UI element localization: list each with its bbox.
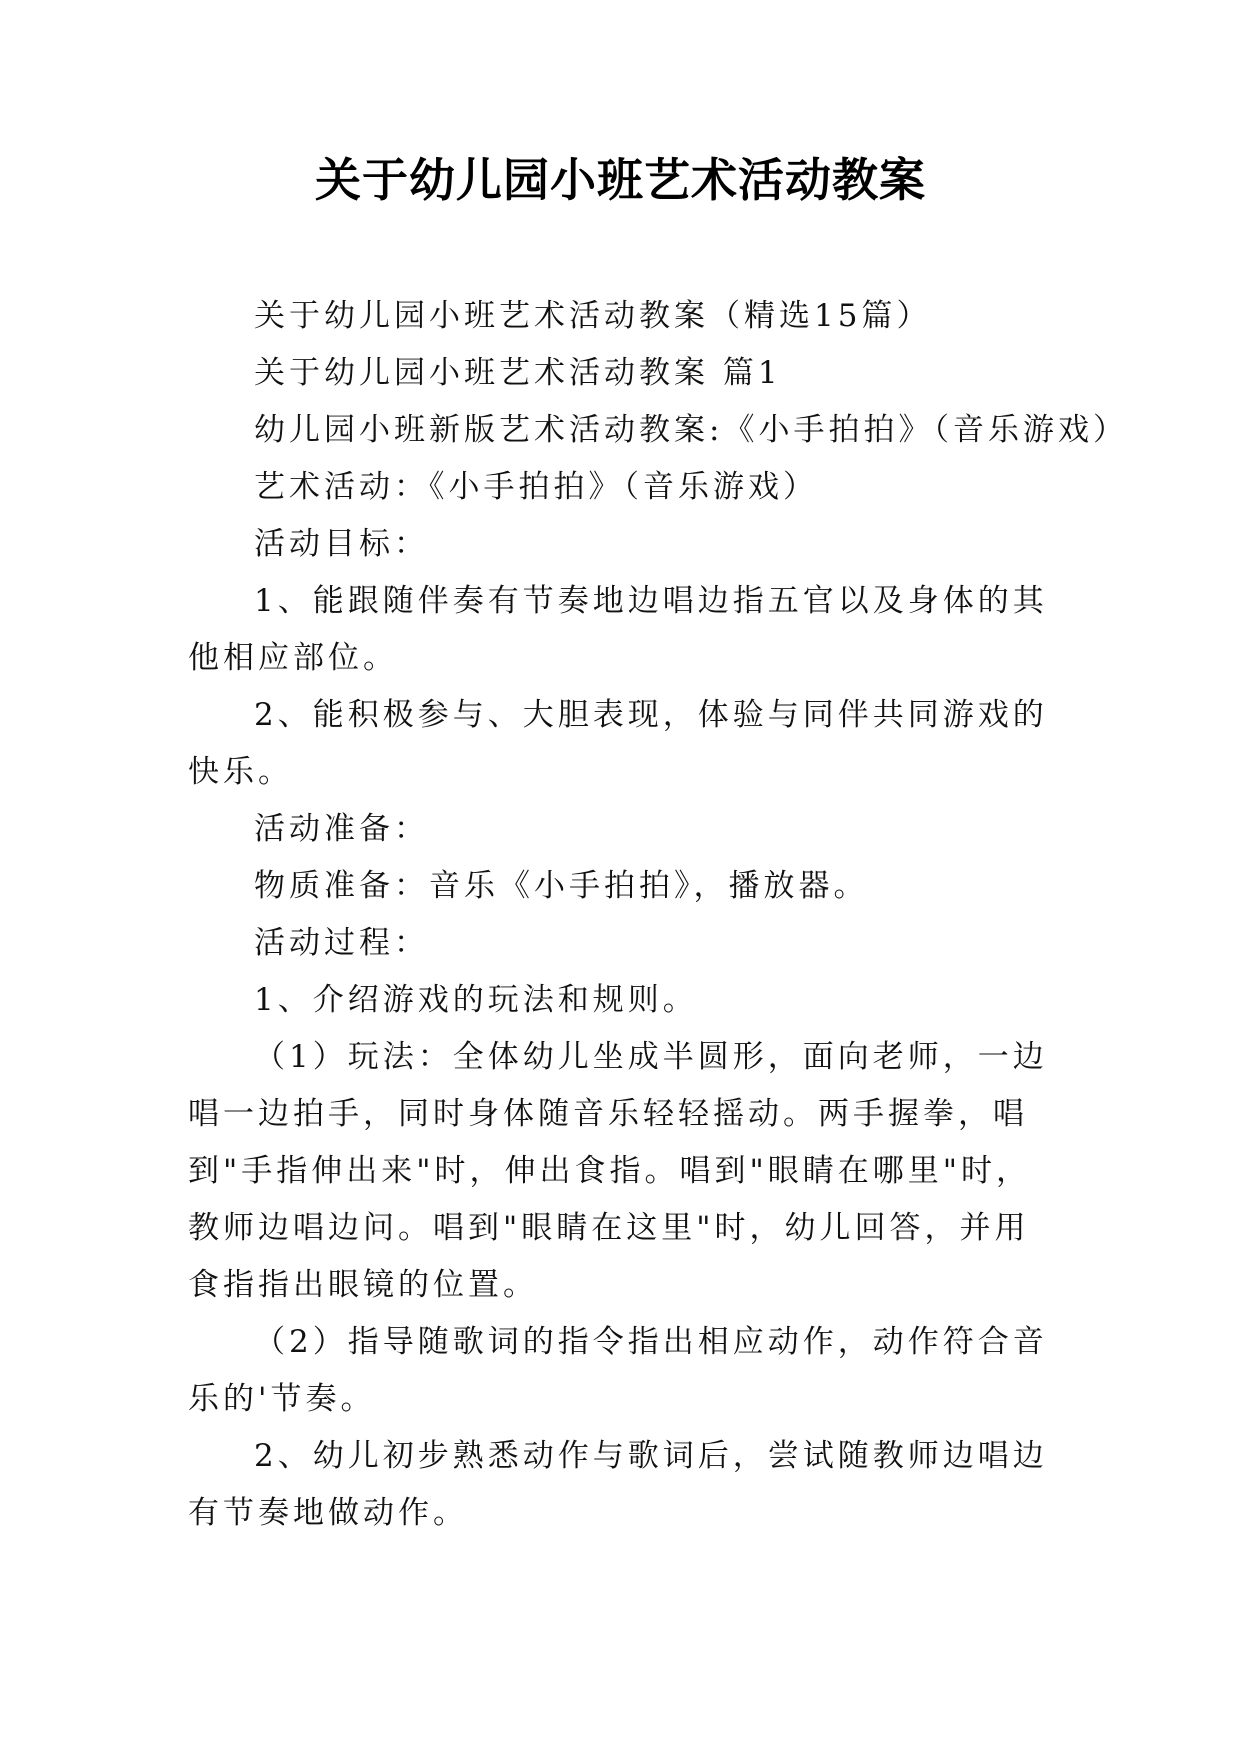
document-body <box>188 288 1128 1542</box>
paragraph-guidance: （2）指导随歌词的指令指出相应动作，动作符合音乐的'节奏。 <box>188 1324 1048 1417</box>
paragraph-goal-1: 1、能跟随伴奏有节奏地边唱边指五官以及身体的其他相应部位。 <box>188 583 1048 676</box>
paragraph-lesson-name: 幼儿园小班新版艺术活动教案:《小手拍拍》（音乐游戏） <box>254 412 1128 448</box>
paragraph-subtitle: 关于幼儿园小班艺术活动教案（精选15篇） <box>254 298 932 334</box>
document-title: 关于幼儿园小班艺术活动教案 <box>315 153 926 207</box>
paragraph-process-heading: 活动过程： <box>254 925 429 961</box>
paragraph-goal-2: 2、能积极参与、大胆表现，体验与同伴共同游戏的快乐。 <box>188 697 1048 790</box>
paragraph-gameplay: （1）玩法：全体幼儿坐成半圆形，面向老师，一边唱一边拍手，同时身体随音乐轻轻摇动。两手握拳，唱到"手指伸出来"时，伸出食指。唱到"眼睛在哪里"时，教师边唱边问。唱到"眼睛在这里"时，幼儿回答，并用食指指出眼镜的位置。 <box>188 1039 1048 1303</box>
paragraph-preparation-heading: 活动准备： <box>254 811 429 847</box>
paragraph-activity-name: 艺术活动：《小手拍拍》（音乐游戏） <box>254 469 818 505</box>
paragraph-material-preparation: 物质准备：音乐《小手拍拍》，播放器。 <box>254 868 869 904</box>
paragraph-section-heading: 关于幼儿园小班艺术活动教案 篇1 <box>254 355 782 391</box>
paragraph-goals-heading: 活动目标： <box>254 526 429 562</box>
paragraph-process-step-2: 2、幼儿初步熟悉动作与歌词后，尝试随教师边唱边有节奏地做动作。 <box>188 1438 1048 1531</box>
paragraph-process-step-1: 1、介绍游戏的玩法和规则。 <box>254 982 698 1018</box>
